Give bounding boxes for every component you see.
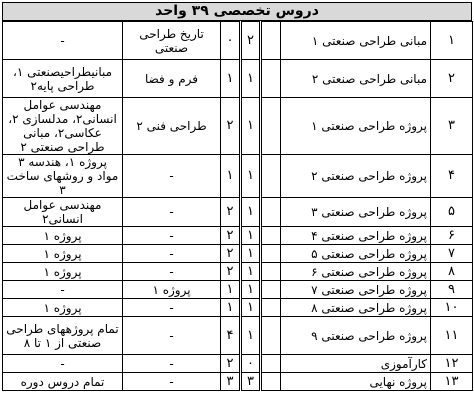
spacer-cell xyxy=(261,98,281,155)
course-name-cell: پروژه طراحی صنعتی ۵ xyxy=(281,245,431,263)
row-number-cell: ۱۲ xyxy=(431,355,473,373)
prerequisite-cell: پروژه ۱ xyxy=(3,245,123,263)
prerequisite-cell: پروژه ۱ xyxy=(3,299,123,317)
row-number-cell: ۸ xyxy=(431,263,473,281)
practical-units-cell: ۱ xyxy=(221,155,241,198)
table-row xyxy=(3,198,473,227)
table-row xyxy=(3,60,473,98)
spacer-cell xyxy=(261,227,281,245)
course-name-cell: پروژه طراحی صنعتی ۸ xyxy=(281,299,431,317)
theory-units-cell: ۱ xyxy=(241,198,261,227)
theory-units-cell: ۱ xyxy=(241,245,261,263)
theory-units-cell: ۱ xyxy=(241,263,261,281)
row-number-cell: ۱ xyxy=(431,22,473,60)
practical-units-cell: ۱ xyxy=(221,281,241,299)
table-row xyxy=(3,263,473,281)
table-row xyxy=(3,281,473,299)
spacer-cell xyxy=(261,263,281,281)
course-name-cell: مبانی طراحی صنعتی ۲ xyxy=(281,60,431,98)
row-number-cell: ۱۱ xyxy=(431,317,473,355)
table-row xyxy=(3,245,473,263)
prerequisite-cell: تمام دروس دوره xyxy=(3,373,123,391)
spacer-cell xyxy=(261,60,281,98)
row-number-cell: ۳ xyxy=(431,98,473,155)
corequisite-cell: - xyxy=(123,355,221,373)
row-number-cell: ۶ xyxy=(431,227,473,245)
course-name-cell: پروژه طراحی صنعتی ۶ xyxy=(281,263,431,281)
table-row xyxy=(3,227,473,245)
practical-units-cell: ۲ xyxy=(221,227,241,245)
row-number-cell: ۴ xyxy=(431,155,473,198)
row-number-cell: ۵ xyxy=(431,198,473,227)
theory-units-cell: ۱ xyxy=(241,227,261,245)
courses-table xyxy=(2,21,473,391)
spacer-cell xyxy=(261,299,281,317)
prerequisite-cell: پروژه ۱ xyxy=(3,227,123,245)
spacer-cell xyxy=(261,155,281,198)
corequisite-cell: - xyxy=(123,227,221,245)
table-row xyxy=(3,22,473,60)
spacer-cell xyxy=(261,317,281,355)
practical-units-cell: ۱ xyxy=(221,299,241,317)
prerequisite-cell: - xyxy=(3,281,123,299)
theory-units-cell: ۱ xyxy=(241,155,261,198)
table-row xyxy=(3,155,473,198)
prerequisite-cell: مبانیطراحیصنعتی ۱، طراحی پایه۲ xyxy=(3,60,123,98)
practical-units-cell: ۰ xyxy=(221,22,241,60)
spacer-cell xyxy=(261,373,281,391)
prerequisite-cell: مهندسی عوامل انسانی۲، مدلسازی ۲، عکاسی۲، مبانی طراحی صنعتی ۲ xyxy=(3,98,123,155)
course-name-cell: پروژه طراحی صنعتی ۴ xyxy=(281,227,431,245)
course-name-cell: کارآموزی xyxy=(281,355,431,373)
course-name-cell: مبانی طراحی صنعتی ۱ xyxy=(281,22,431,60)
corequisite-cell: - xyxy=(123,317,221,355)
table-row xyxy=(3,98,473,155)
spacer-cell xyxy=(261,245,281,263)
practical-units-cell: ۲ xyxy=(221,245,241,263)
row-number-cell: ۱۳ xyxy=(431,373,473,391)
corequisite-cell: - xyxy=(123,245,221,263)
practical-units-cell: ۲ xyxy=(221,355,241,373)
theory-units-cell: ۰ xyxy=(241,355,261,373)
spacer-cell xyxy=(261,22,281,60)
theory-units-cell: ۱ xyxy=(241,60,261,98)
theory-units-cell: ۱ xyxy=(241,98,261,155)
corequisite-cell: پروژه ۱ xyxy=(123,281,221,299)
row-number-cell: ۷ xyxy=(431,245,473,263)
theory-units-cell: ۲ xyxy=(241,22,261,60)
practical-units-cell: ۴ xyxy=(221,317,241,355)
theory-units-cell: ۳ xyxy=(241,373,261,391)
corequisite-cell: - xyxy=(123,263,221,281)
spacer-cell xyxy=(261,198,281,227)
course-name-cell: پروژه طراحی صنعتی ۱ xyxy=(281,98,431,155)
practical-units-cell: ۲ xyxy=(221,263,241,281)
corequisite-cell: تاریخ طراحی صنعتی xyxy=(123,22,221,60)
table-title: دروس تخصصی ۳۹ واحد xyxy=(2,2,472,21)
practical-units-cell: ۱ xyxy=(221,60,241,98)
prerequisite-cell: - xyxy=(3,355,123,373)
row-number-cell: ۲ xyxy=(431,60,473,98)
course-name-cell: پروژه طراحی صنعتی ۷ xyxy=(281,281,431,299)
table-row xyxy=(3,355,473,373)
row-number-cell: ۱۰ xyxy=(431,299,473,317)
prerequisite-cell: پروژه ۱، هندسه ۳ مواد و روشهای ساخت ۳ xyxy=(3,155,123,198)
corequisite-cell: طراحی فنی ۲ xyxy=(123,98,221,155)
course-name-cell: پروژه طراحی صنعتی ۹ xyxy=(281,317,431,355)
table-row xyxy=(3,373,473,391)
course-name-cell: پروژه طراحی صنعتی ۲ xyxy=(281,155,431,198)
corequisite-cell: - xyxy=(123,155,221,198)
prerequisite-cell: تمام پروژههای طراحی صنعتی از ۱ تا ۸ xyxy=(3,317,123,355)
theory-units-cell: ۱ xyxy=(241,317,261,355)
table-row xyxy=(3,299,473,317)
practical-units-cell: ۲ xyxy=(221,98,241,155)
theory-units-cell: ۱ xyxy=(241,299,261,317)
prerequisite-cell: پروژه ۱ xyxy=(3,263,123,281)
prerequisite-cell: - xyxy=(3,22,123,60)
spacer-cell xyxy=(261,355,281,373)
prerequisite-cell: مهندسی عوامل انسانی۲ xyxy=(3,198,123,227)
course-name-cell: پروژه طراحی صنعتی ۳ xyxy=(281,198,431,227)
row-number-cell: ۹ xyxy=(431,281,473,299)
theory-units-cell: ۱ xyxy=(241,281,261,299)
corequisite-cell: - xyxy=(123,299,221,317)
corequisite-cell: فرم و فضا xyxy=(123,60,221,98)
table-row xyxy=(3,317,473,355)
practical-units-cell: ۳ xyxy=(221,373,241,391)
practical-units-cell: ۲ xyxy=(221,198,241,227)
spacer-cell xyxy=(261,281,281,299)
course-name-cell: پروژه نهایی xyxy=(281,373,431,391)
corequisite-cell: - xyxy=(123,198,221,227)
corequisite-cell: - xyxy=(123,373,221,391)
